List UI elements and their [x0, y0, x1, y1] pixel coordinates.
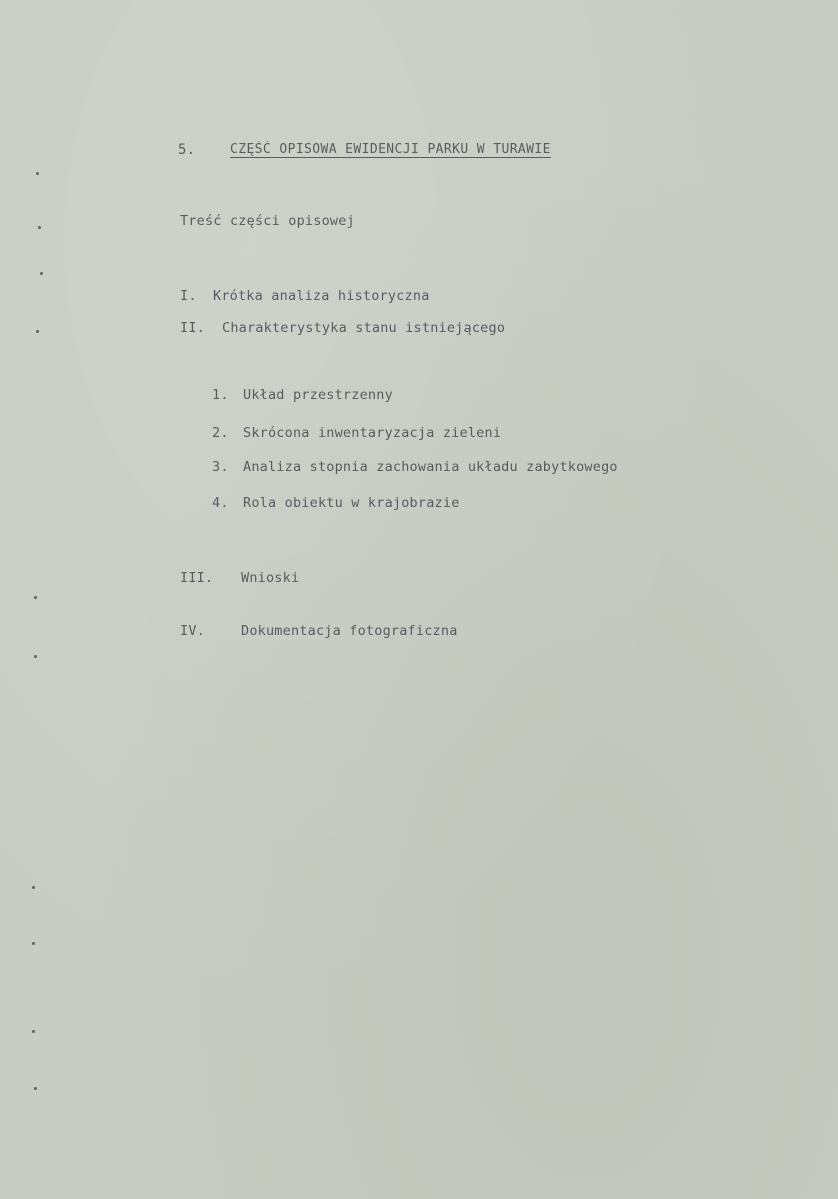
paper-speck [32, 942, 35, 945]
subsection-number: 4. [212, 495, 229, 511]
paper-speck [40, 272, 43, 275]
paper-speck [32, 886, 35, 889]
section-text: Krótka analiza historyczna [213, 288, 430, 304]
section-numeral: II. [180, 320, 205, 336]
paper-speck [38, 226, 41, 229]
paper-speck [36, 330, 39, 333]
subsection-text: Rola obiektu w krajobrazie [243, 495, 460, 511]
section-number: 5. [178, 142, 196, 158]
subsection-text: Układ przestrzenny [243, 387, 393, 403]
paper-speck [34, 596, 37, 599]
subsection-number: 1. [212, 387, 229, 403]
section-title: CZĘŚĆ OPISOWA EWIDENCJI PARKU W TURAWIE [230, 142, 551, 157]
section-numeral: IV. [180, 623, 205, 639]
section-text: Charakterystyka stanu istniejącego [222, 320, 506, 336]
subsection-number: 3. [212, 459, 229, 475]
subsection-text: Skrócona inwentaryzacja zieleni [243, 425, 502, 441]
section-text: Dokumentacja fotograficzna [241, 623, 458, 639]
subtitle: Treść części opisowej [180, 213, 355, 229]
paper-speck [32, 1030, 35, 1033]
section-numeral: III. [180, 570, 214, 586]
section-numeral: I. [180, 288, 197, 304]
subsection-text: Analiza stopnia zachowania układu zabytkowego [243, 459, 618, 475]
paper-speck [34, 1087, 37, 1090]
paper-speck [36, 172, 39, 175]
section-text: Wnioski [241, 570, 300, 586]
subsection-number: 2. [212, 425, 229, 441]
paper-speck [34, 655, 37, 658]
